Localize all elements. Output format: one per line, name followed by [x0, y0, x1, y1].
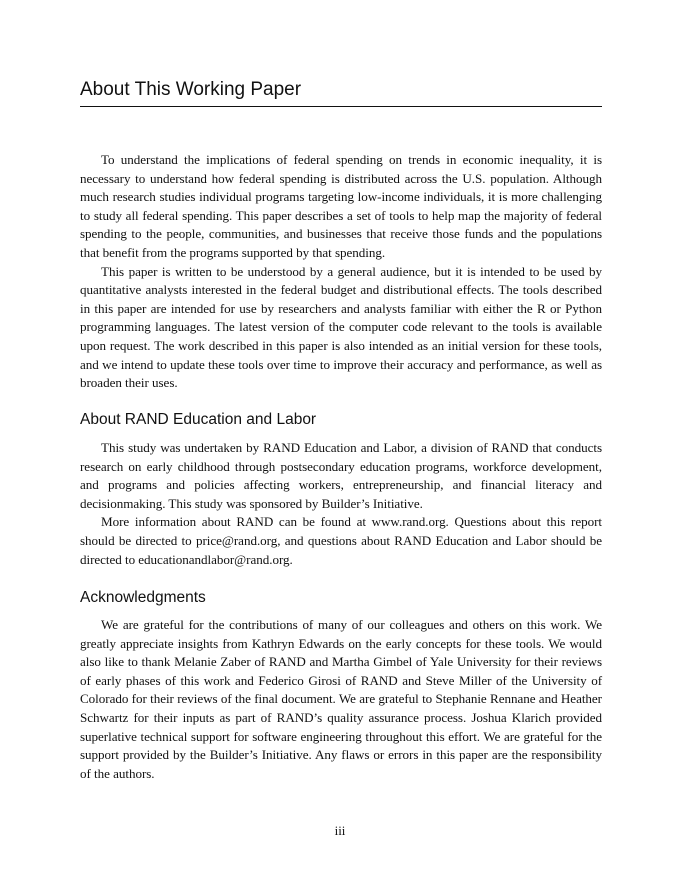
intro-section [80, 151, 602, 393]
acknowledgments-section [80, 616, 602, 783]
rand-section-heading: About RAND Education and Labor [80, 411, 317, 428]
page-number: iii [334, 823, 346, 838]
rand-section [80, 439, 602, 569]
acknowledgments-paragraph: We are grateful for the contributions of many of our colleagues and others on this work. We greatly appreciate insights from Kathryn Edwards on the early concepts for these tools. We would also like to thank Melanie Zaber of RAND and Martha Gimbel of Yale University for their reviews of early phases of this work and Federico Girosi of RAND and Steve Miller of the University of Colorado for their reviews of the final document. We are grateful to Stephanie Rennane and Heather Schwartz for their inputs as part of RAND’s quality assurance process. Joshua Klarich provided superlative technical support for software engineering throughout this effort. We are grateful for the support provided by the Builder’s Initiative. Any flaws or errors in this paper are the responsibility of the authors. [80, 617, 602, 781]
intro-paragraph-2: This paper is written to be understood by a general audience, but it is intended to be used by quantitative analysts interested in the federal budget and distributional effects. The tools described in this paper are intended for use by researchers and analysts familiar with either the R or Python programming languages. The latest version of the computer code relevant to the tools is available upon request. The work described in this paper is also intended as an initial version for these tools, and we intend to update these tools over time to improve their accuracy and performance, as well as broaden their uses. [80, 263, 602, 391]
rand-paragraph-1: This study was undertaken by RAND Education and Labor, a division of RAND that conducts research on early childhood through postsecondary education programs, workforce development, and programs and policies affecting workers, entrepreneurship, and financial literacy and decisionmaking. This study was sponsored by Builder’s Initiative. [80, 440, 602, 511]
intro-paragraph-1: To understand the implications of federal spending on trends in economic inequality, it is necessary to understand how federal spending is distributed across the U.S. population. Although much research studies individual programs targeting low-income individuals, it is more challenging to study all federal spending. This paper describes a set of tools to help map the majority of federal spending to the people, communities, and businesses that receive those funds and the populations that benefit from the programs supported by that spending. [80, 152, 602, 260]
acknowledgments-heading: Acknowledgments [80, 589, 206, 606]
rand-paragraph-2: More information about RAND can be found at www.rand.org. Questions about this report should be directed to price@rand.org, and questions about RAND Education and Labor should be directed to educationandlabor@rand.org. [80, 514, 602, 567]
page-title: About This Working Paper [80, 78, 602, 107]
